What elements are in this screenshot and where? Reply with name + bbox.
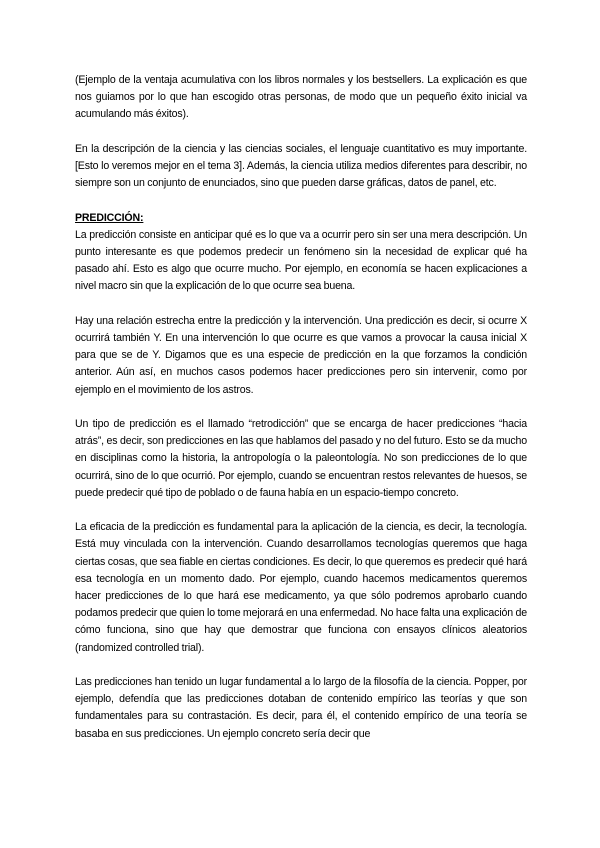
paragraph-popper: Las predicciones han tenido un lugar fundamental a lo largo de la filosofía de la ciencia. Popper, por ejemplo, defendía que las predicciones dotaban de contenido empírico las teorías y que son fundamentales para su contrastación. Es decir, para él, el contenido empírico de una teoría se basaba en sus predicciones. Un ejemplo concreto sería decir que [75,676,527,740]
paragraph-cumulative-advantage: (Ejemplo de la ventaja acumulativa con los libros normales y los bestsellers. La explicación es que nos guiamos por lo que han escogido otras personas, de modo que un pequeño éxito inicial va acumulando más éxitos). [75,74,527,121]
paragraph-retrodiction: Un tipo de predicción es el llamado “retrodicción” que se encarga de hacer predicciones “hacia atrás”, es decir, son predicciones en las que hablamos del pasado y no del futuro. Esto se da mucho en disciplinas como la historia, la antropología o la paleontología. No son predicciones de lo que ocurrirá, sino de lo que ocurrió. Por ejemplo, cuando se encuentran restos relevantes de huesos, se puede predecir qué tipo de poblado o de fauna había en un espacio-tiempo concreto. [75,418,527,499]
paragraph-prediction-definition: La predicción consiste en anticipar qué es lo que va a ocurrir pero sin ser una mera descripción. Un punto interesante es que podemos predecir un fenómeno sin la necesidad de explicar qué ha pasado ahí. Esto es algo que ocurre mucho. Por ejemplo, en economía se hacen explicaciones a nivel macro sin que la explicación de lo que ocurre sea buena. [75,228,527,293]
paragraph-prediction-technology: La eficacia de la predicción es fundamental para la aplicación de la ciencia, es decir, la tecnología. Está muy vinculada con la intervención. Cuando desarrollamos tecnologías queremos que haga ciertas cosas, que sea fiable en ciertas condiciones. Es decir, lo que queremos es predecir qué hará esa tecnología en un momento dado. Por ejemplo, cuando hacemos medicamentos queremos hacer predicciones de lo que hará ese medicamento, ya que sólo podremos aprobarlo cuando podamos predecir que quien lo tome mejorará en una enfermedad. No hace falta una explicación de cómo funciona, sino que hay que demostrar que funciona con ensayos clínicos aleatorios (randomized controlled trial). [75,521,527,654]
paragraph-prediction-intervention: Hay una relación estrecha entre la predicción y la intervención. Una predicción es decir, si ocurre X ocurrirá también Y. En una intervención lo que ocurre es que vamos a provocar la causa inicial X para que se de Y. Digamos que es una especie de predicción en la que forzamos la condición anterior. Aún así, en muchos casos podemos hacer predicciones pero sin intervenir, como por ejemplo en el movimiento de los astros. [75,314,527,396]
paragraph-quantitative-language: En la descripción de la ciencia y las ciencias sociales, el lenguaje cuantitativo es muy importante. [Esto lo veremos mejor en el tema 3]. Además, la ciencia utiliza medios diferentes para describir, no siempre son un conjunto de enunciados, sino que pueden darse gráficas, datos de panel, etc. [75,142,527,190]
section-heading-prediccion: PREDICCIÓN: [75,211,144,224]
document-body [75,72,527,760]
